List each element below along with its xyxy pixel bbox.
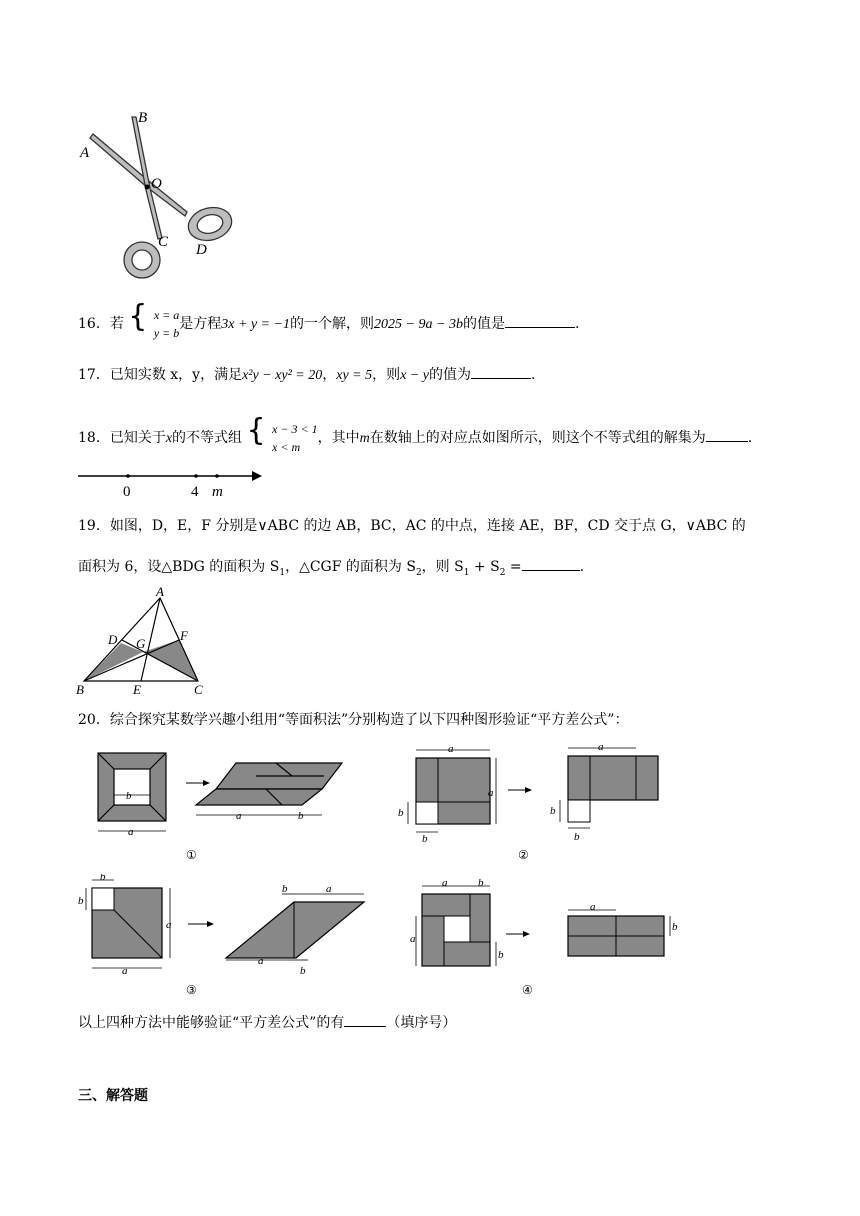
svg-text:a: a <box>236 810 242 822</box>
scissors-label-a: A <box>80 145 90 161</box>
q16-num: 16． <box>78 316 110 332</box>
scissors-label-d: D <box>196 242 207 258</box>
triangle-label-f: F <box>180 628 188 643</box>
q20-answer-blank[interactable] <box>344 1012 386 1027</box>
triangle-figure <box>76 586 216 698</box>
svg-text:a: a <box>488 787 494 799</box>
svg-text:a: a <box>166 919 172 931</box>
scissors-label-c: C <box>158 234 169 250</box>
svg-text:b: b <box>574 831 580 843</box>
numberline-label-0: 0 <box>123 484 131 500</box>
svg-text:a: a <box>448 743 454 755</box>
figure-2 <box>396 742 666 850</box>
q17-answer-blank[interactable] <box>471 364 531 379</box>
question-18: 18．已知关于x的不等式组 { x − 3 < 1 x < m ，其中m在数轴上的对应点如图所示，则这个不等式组的解集为 . <box>78 413 753 454</box>
q16-system: { x = a y = b <box>128 299 180 340</box>
svg-text:b: b <box>422 833 428 845</box>
svg-text:a: a <box>326 883 332 895</box>
scissors-figure <box>70 100 240 285</box>
svg-text:a: a <box>128 826 134 838</box>
svg-text:b: b <box>282 883 288 895</box>
q16-pre: 若 <box>109 316 124 332</box>
number-line <box>76 466 276 502</box>
triangle-label-g: G <box>136 636 146 651</box>
section-3-heading: 三、解答题 <box>78 1088 148 1104</box>
figure-1-caption: ① <box>186 848 197 862</box>
triangle-label-c: C <box>194 682 203 697</box>
svg-text:a: a <box>122 965 128 977</box>
question-19-line1: 19．如图，D，E，F 分别是∨ABC 的边 AB，BC，AC 的中点，连接 AE，BF，CD 交于点 G，∨ABC 的 <box>78 518 746 534</box>
svg-text:b: b <box>550 805 556 817</box>
figure-4-caption: ④ <box>522 983 533 997</box>
triangle-label-e: E <box>133 682 141 697</box>
q16-answer-blank[interactable] <box>505 313 575 328</box>
question-20-tail: 以上四种方法中能够验证“平方差公式”的有 （填序号） <box>78 1012 456 1033</box>
figure-1 <box>86 745 356 845</box>
numberline-label-m: m <box>212 484 223 500</box>
svg-text:b: b <box>100 874 106 883</box>
svg-text:b: b <box>78 895 84 907</box>
svg-text:a: a <box>258 955 264 967</box>
question-19-line2: 面积为 6，设△BDG 的面积为 $S_1$，△CGF 的面积为 $S_2$，则 $S_1 + S_2$ = . <box>78 556 584 583</box>
q18-answer-blank[interactable] <box>706 427 748 442</box>
triangle-label-a: A <box>156 586 164 599</box>
triangle-label-b: B <box>76 682 84 697</box>
svg-text:a: a <box>442 877 448 889</box>
svg-text:b: b <box>298 810 304 822</box>
figure-3 <box>76 874 376 980</box>
svg-text:a: a <box>598 742 604 753</box>
triangle-label-d: D <box>108 632 118 647</box>
svg-text:a: a <box>590 901 596 913</box>
q19-answer-blank[interactable] <box>522 556 580 571</box>
question-17: 17．已知实数 x，y，满足x²y − xy² = 20，xy = 5，则x − y的值为 . <box>78 364 535 386</box>
numberline-label-4: 4 <box>191 484 199 500</box>
q18-system: { x − 3 < 1 x < m <box>246 413 318 454</box>
scissors-label-b: B <box>138 110 148 126</box>
question-20: 20．综合探究某数学兴趣小组用“等面积法”分别构造了以下四种图形验证“平方差公式”： <box>78 712 629 728</box>
svg-text:a: a <box>410 933 416 945</box>
svg-text:b: b <box>126 790 132 802</box>
svg-text:b: b <box>478 877 484 889</box>
svg-text:b: b <box>498 949 504 961</box>
figure-4 <box>406 876 686 976</box>
figure-2-caption: ② <box>518 848 529 862</box>
svg-text:b: b <box>672 921 678 933</box>
svg-text:b: b <box>300 965 306 977</box>
svg-text:b: b <box>398 807 404 819</box>
scissors-label-o: O <box>151 176 162 192</box>
question-16: 16．若 { x = a y = b 是方程3x + y = −1的一个解，则2025 − 9a − 3b的值是 . <box>78 299 580 340</box>
figure-3-caption: ③ <box>186 983 197 997</box>
